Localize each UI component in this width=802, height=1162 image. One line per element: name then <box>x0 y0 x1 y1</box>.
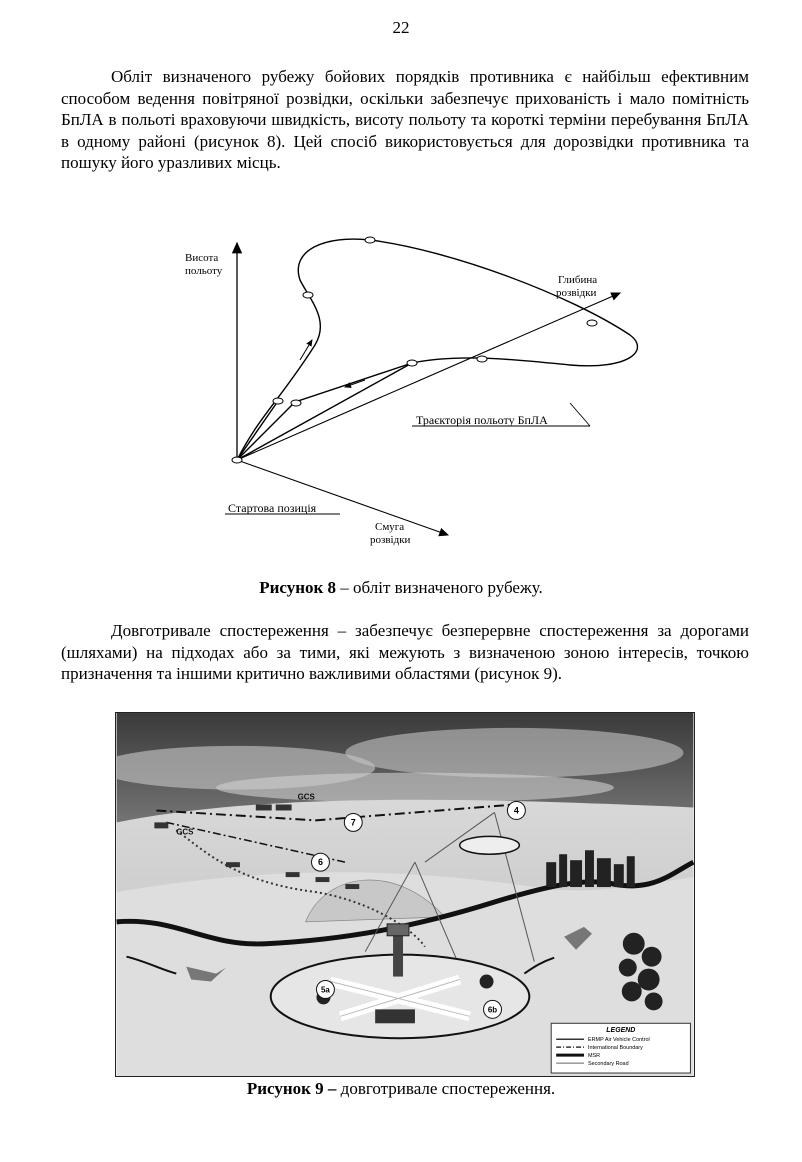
legend-title: LEGEND <box>606 1027 636 1035</box>
altitude-label-1: Висота <box>185 252 219 264</box>
waypoint-marker <box>587 320 597 326</box>
start-position-label: Стартова позиція <box>228 501 317 515</box>
page-number: 22 <box>392 18 410 37</box>
depth-label-1: Глибина <box>558 274 598 286</box>
band-label-1: Смуга <box>375 521 405 533</box>
legend-item-msr: MSR <box>587 1053 601 1060</box>
figure-8-caption-text: – обліт визначеного рубежу. <box>336 578 543 597</box>
legend-item-secondary-road: Secondary Road <box>587 1061 629 1068</box>
figure-8-caption-bold: Рисунок 8 <box>259 578 337 597</box>
waypoint-marker <box>303 292 313 298</box>
depth-axis <box>237 293 620 460</box>
marker-6b: 6b <box>487 1005 498 1015</box>
legend-item-international-boundary: International Boundary <box>587 1045 643 1052</box>
waypoint-marker <box>232 457 242 463</box>
marker-4: 4 <box>513 805 519 816</box>
gcs-label-2: GCS <box>176 827 194 837</box>
figure-9-legend <box>551 1023 690 1073</box>
band-axis <box>237 460 448 535</box>
band-label-2: розвідки <box>370 534 411 546</box>
figure-9-caption-bold: Рисунок 9 – <box>246 1079 337 1098</box>
gcs-label-1: GCS <box>297 792 315 802</box>
trajectory-label: Траєкторія польоту БпЛА <box>416 413 548 427</box>
figure-8-diagram <box>150 225 650 565</box>
marker-6: 6 <box>317 857 323 868</box>
waypoint-marker <box>291 400 301 406</box>
altitude-label-2: польоту <box>185 265 223 277</box>
marker-5a: 5a <box>321 985 330 995</box>
figure-9-illustration <box>115 712 695 1077</box>
paragraph-2: Довготривале спостереження – забезпечує безперервне спостереження за дорогами (шляхами) на підходах або за тими, які межують з визначеною зоною інтересів, точкою призначення та іншими критично важливими областями (рисунок 9). <box>61 621 749 683</box>
figure-8-caption <box>0 578 802 598</box>
waypoint-marker <box>477 356 487 362</box>
waypoint-marker <box>273 398 283 404</box>
paragraph-1: Обліт визначеного рубежу бойових порядків противника є найбільш ефективним способом ведення повітряної розвідки, оскільки забезпечує прихованість і мало помітність БпЛА в польоті враховуючи швидкість, висоту польоту та короткі терміни перебування БпЛА в одному районі (рисунок 8). Цей спосіб використовується для дорозвідки противника та пошуку його уразливих місць. <box>61 67 749 172</box>
figure-9-caption-text: довготривале спостереження. <box>336 1079 556 1098</box>
legend-item-air-vehicle-control: ERMP Air Vehicle Control <box>587 1037 650 1044</box>
waypoint-marker <box>407 360 417 366</box>
marker-7: 7 <box>350 817 356 828</box>
waypoint-marker <box>365 237 375 243</box>
depth-label-2: розвідки <box>556 287 597 299</box>
figure-9-caption <box>0 1079 802 1099</box>
